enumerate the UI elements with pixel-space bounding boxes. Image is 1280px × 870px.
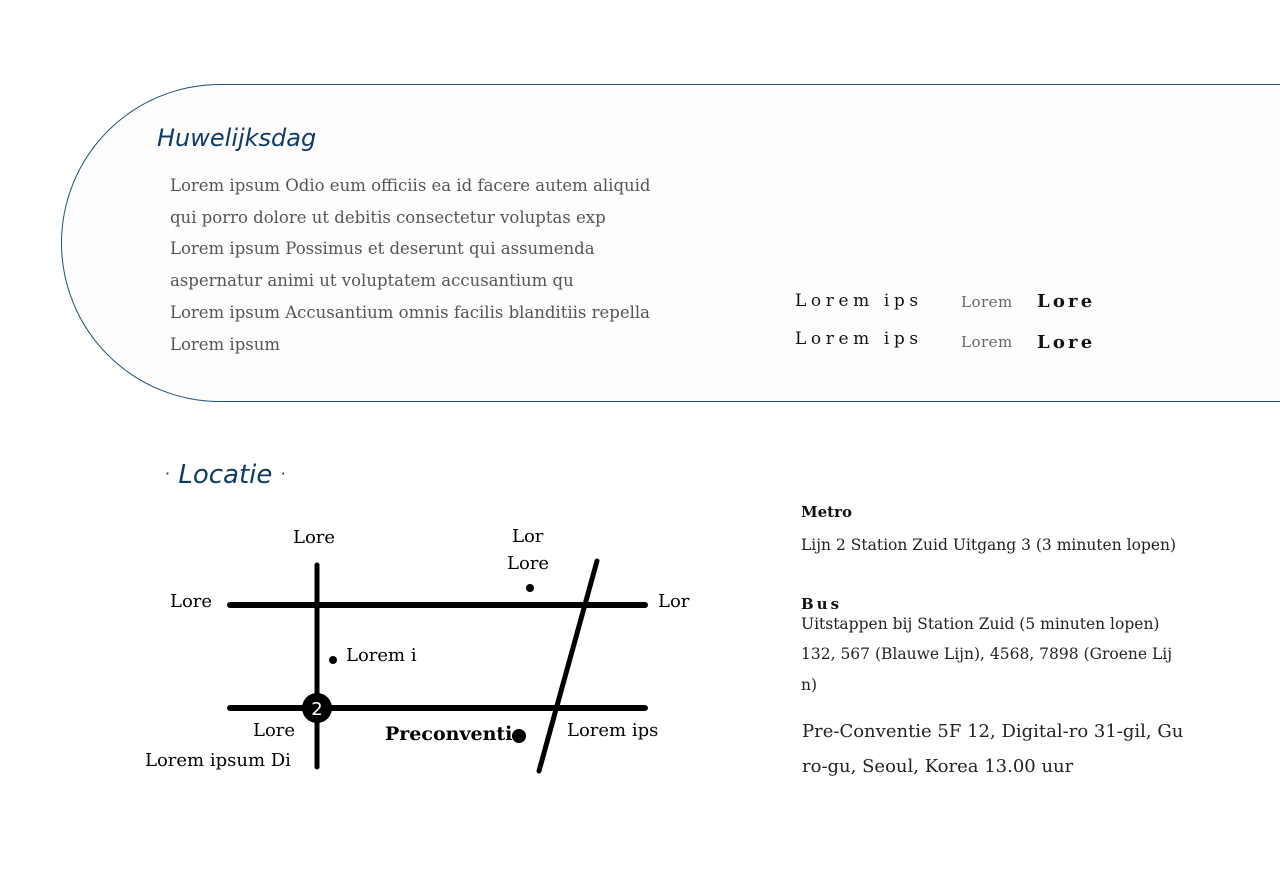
person-name: Lorem ips <box>795 329 923 349</box>
bullet-left: · <box>165 464 171 483</box>
bus-text: n) <box>801 676 818 694</box>
station-number: 2 <box>311 699 323 720</box>
map-label: Lore <box>170 591 213 612</box>
person-extra: Lore <box>1037 332 1096 353</box>
landmark-dot <box>526 584 534 592</box>
venue-label: Preconventie <box>385 723 525 745</box>
bus-text: 132, 567 (Blauwe Lijn), 4568, 7898 (Groene Lij <box>801 645 1173 663</box>
paragraph-line: Lorem ipsum Possimus et deserunt qui assumenda <box>170 239 595 259</box>
bullet-right: · <box>280 464 286 483</box>
metro-text: Lijn 2 Station Zuid Uitgang 3 (3 minuten lopen) <box>801 536 1177 554</box>
person-name: Lorem ips <box>795 291 923 311</box>
map-label: Lore <box>293 527 336 548</box>
address-line: Pre-Conventie 5F 12, Digital-ro 31-gil, Gu <box>802 721 1184 742</box>
map-label: Lor <box>512 526 544 547</box>
paragraph-line: Lorem ipsum <box>170 334 281 354</box>
location-map <box>140 515 700 795</box>
map-label: Lorem ipsum Di <box>145 750 291 771</box>
paragraph-line: Lorem ipsum Odio eum officiis ea id facere autem aliquid <box>170 176 651 195</box>
person-role: Lorem <box>961 293 1013 311</box>
person-extra: Lore <box>1037 291 1096 312</box>
venue-address <box>802 714 1202 784</box>
map-label: Lor <box>658 591 690 612</box>
bus-text: Uitstappen bij Station Zuid (5 minuten lopen) <box>801 615 1160 633</box>
location-title <box>165 460 286 490</box>
map-label: Lorem i <box>346 645 417 666</box>
intro-paragraph <box>170 170 690 360</box>
map-label: Lore <box>253 720 296 741</box>
paragraph-line: Lorem ipsum Accusantium omnis facilis blanditiis repella <box>170 302 650 322</box>
event-title: Huwelijksdag <box>157 124 317 152</box>
landmark-dot <box>329 656 337 664</box>
metro-heading: Metro <box>801 503 852 521</box>
paragraph-line: aspernatur animi ut voluptatem accusantium qu <box>170 271 574 291</box>
address-line: ro-gu, Seoul, Korea 13.00 uur <box>802 756 1074 777</box>
paragraph-line: qui porro dolore ut debitis consectetur voluptas exp <box>170 207 606 227</box>
location-title-text: Locatie <box>178 460 273 490</box>
person-role: Lorem <box>961 333 1013 351</box>
bus-heading: Bus <box>801 595 843 613</box>
map-label: Lore <box>507 553 550 574</box>
map-label: Lorem ips <box>567 720 659 741</box>
